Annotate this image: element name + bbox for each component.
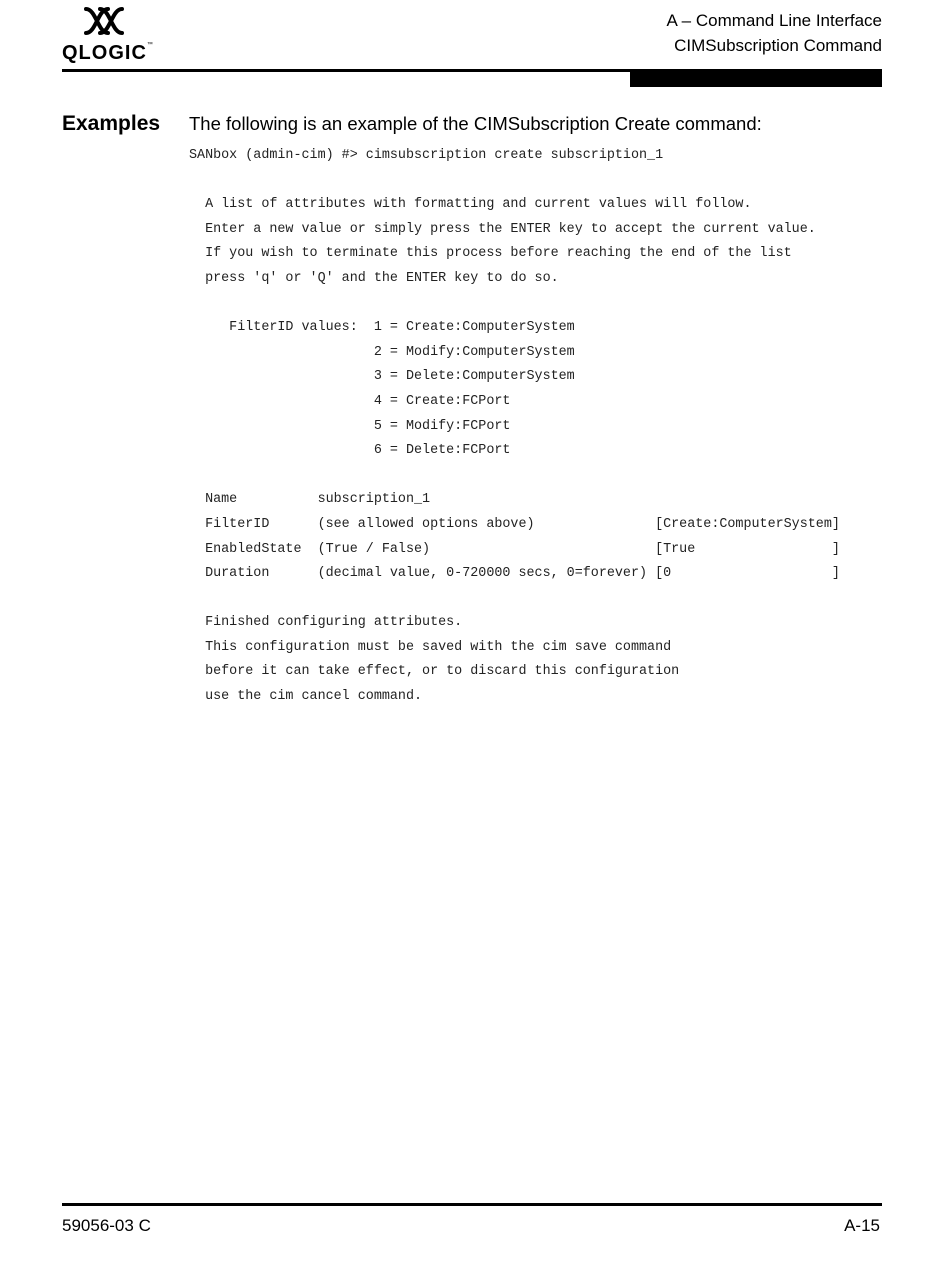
code-line: 3 = Delete:ComputerSystem [189,369,575,385]
code-example [189,144,840,710]
code-line: before it can take effect, or to discard this configuration [189,664,680,680]
chapter-title: A – Command Line Interface [666,11,882,30]
code-line [189,292,840,317]
code-line: If you wish to terminate this process before reaching the end of the list [189,246,792,262]
code-line: Name subscription_1 [189,492,431,508]
code-line: A list of attributes with formatting and current values will follow. [189,197,752,213]
section-title: CIMSubscription Command [674,36,882,55]
code-line: EnabledState (True / False) [True ] [189,541,840,557]
code-line: 6 = Delete:FCPort [189,443,511,459]
section-heading: Examples [62,112,161,135]
intro-text: The following is an example of the CIMSubscription Create command: [189,113,762,134]
running-header [667,8,882,58]
code-line: Duration (decimal value, 0-720000 secs, 0=forever) [0 ] [189,566,840,582]
header-tab-block [630,69,882,87]
footer-rule [62,1203,882,1206]
code-line: FilterID (see allowed options above) [Create:ComputerSystem] [189,516,840,532]
logo-wordmark: QLOGIC™ [62,42,154,64]
code-line [189,464,840,489]
code-line: Enter a new value or simply press the ENTER key to accept the current value. [189,221,816,237]
qlogic-logo [62,6,152,62]
code-line: 5 = Modify:FCPort [189,418,511,434]
code-line [189,587,840,612]
page-number: A-15 [844,1216,880,1235]
code-line: Finished configuring attributes. [189,615,463,631]
code-line: press 'q' or 'Q' and the ENTER key to do so. [189,270,559,286]
document-number: 59056-03 C [62,1216,151,1235]
code-line [189,169,840,194]
code-line: FilterID values: 1 = Create:ComputerSystem [189,320,575,336]
code-line: 4 = Create:FCPort [189,393,511,409]
qlogic-logo-mark-icon [82,6,126,36]
code-line: SANbox (admin-cim) #> cimsubscription create subscription_1 [189,148,664,163]
code-line: This configuration must be saved with the cim save command [189,639,672,655]
code-line: use the cim cancel command. [189,689,423,705]
code-line: 2 = Modify:ComputerSystem [189,344,575,360]
